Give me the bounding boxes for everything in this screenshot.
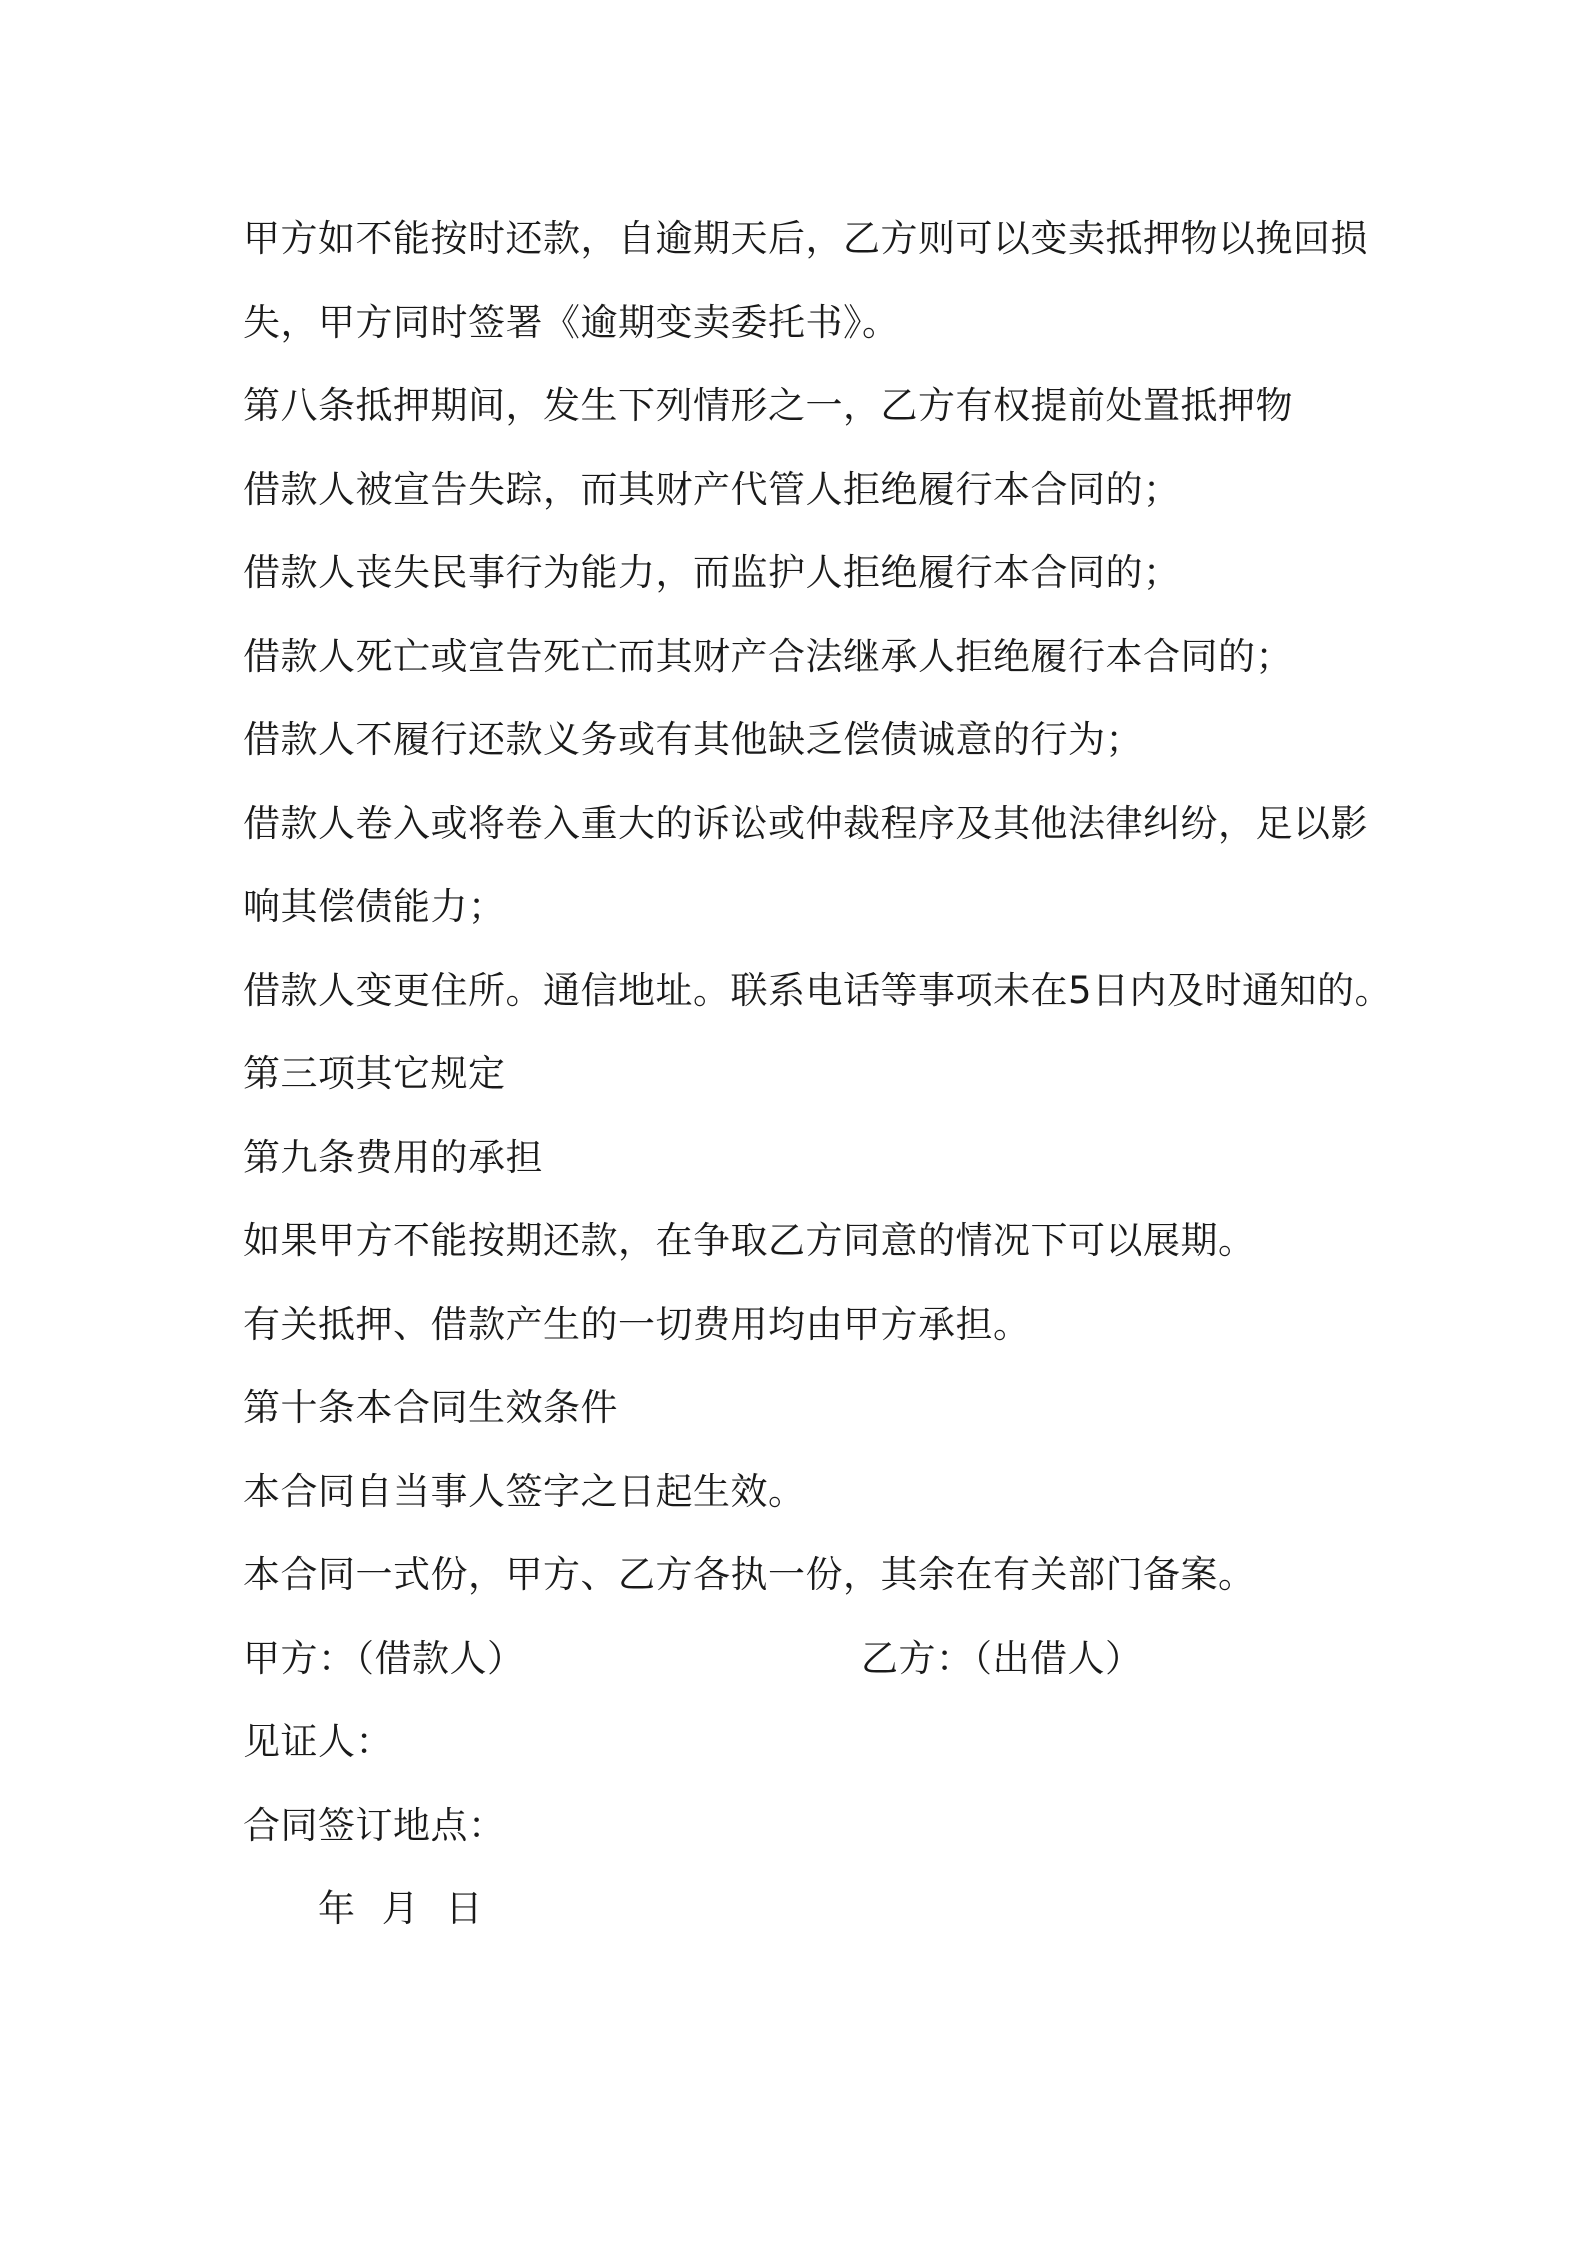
paragraph-line: 本合同自当事人签字之日起生效。 [243,1469,806,1513]
clause-heading: 第八条抵押期间，发生下列情形之一，乙方有权提前处置抵押物 [243,384,1293,427]
paragraph-line: 借款人丧失民事行为能力，而监护人拒绝履行本合同的； [243,551,1181,594]
paragraph-line: 借款人不履行还款义务或有其他缺乏偿债诚意的行为； [243,718,1143,761]
paragraph-line: 响其偿债能力； [243,885,506,928]
paragraph-line: 借款人卷入或将卷入重大的诉讼或仲裁程序及其他法律纠纷，足以影 [243,801,1368,845]
party-a-signature-label: 甲方：（借款人） [243,1636,525,1680]
paragraph-line: 失，甲方同时签署《逾期变卖委托书》。 [243,300,900,344]
paragraph-line: 有关抵押、借款产生的一切费用均由甲方承担。 [243,1302,1031,1346]
paragraph-line: 借款人变更住所。通信地址。联系电话等事项未在5日内及时通知的。 [243,968,1393,1012]
document-body [243,197,1393,1951]
paragraph-line: 如果甲方不能按期还款，在争取乙方同意的情况下可以展期。 [243,1219,1256,1262]
section-heading: 第三项其它规定 [243,1052,506,1095]
witness-label: 见证人： [243,1720,393,1763]
clause-heading: 第十条本合同生效条件 [243,1386,618,1429]
paragraph-line: 甲方如不能按时还款，自逾期天后，乙方则可以变卖抵押物以挽回损 [243,217,1368,260]
paragraph-line: 借款人被宣告失踪，而其财产代管人拒绝履行本合同的； [243,467,1181,511]
clause-heading: 第九条费用的承担 [243,1135,543,1179]
party-b-signature-label: 乙方：（出借人） [861,1636,1143,1680]
paragraph-line: 借款人死亡或宣告死亡而其财产合法继承人拒绝履行本合同的； [243,634,1293,678]
signing-place-label: 合同签订地点： [243,1803,506,1847]
signature-row [243,1617,1373,1701]
paragraph-line: 本合同一式份，甲方、乙方各执一份，其余在有关部门备案。 [243,1553,1256,1596]
date-line: 年 月 日 [318,1887,484,1930]
